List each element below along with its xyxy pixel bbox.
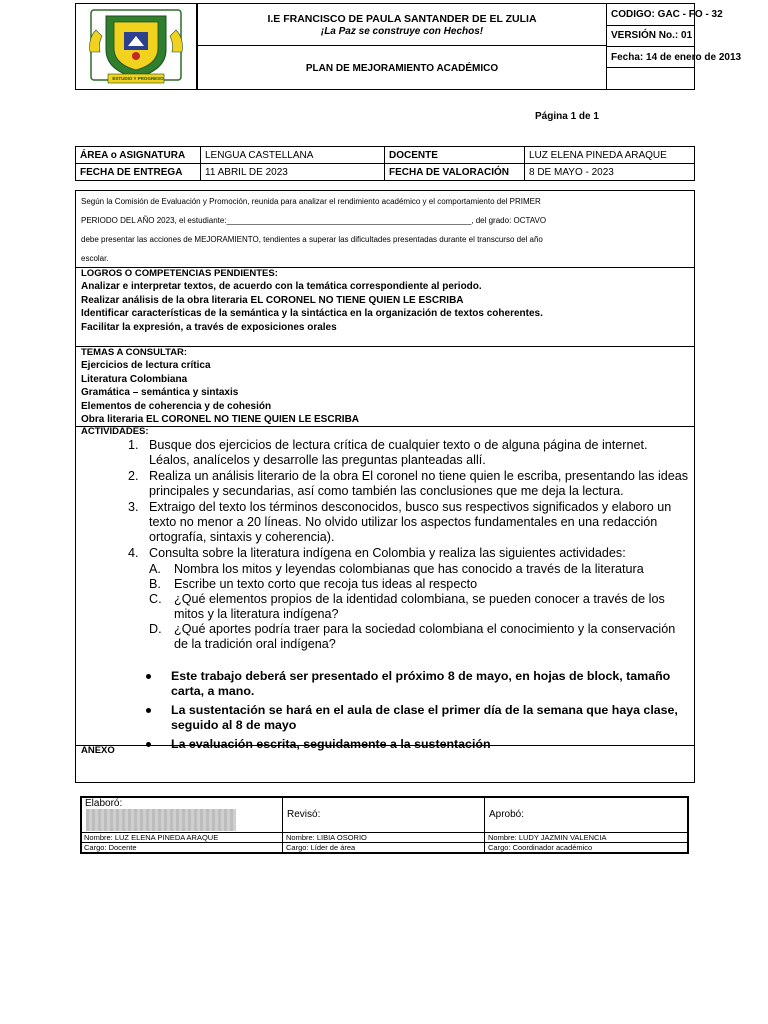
- sub-activity-text-line: ¿Qué elementos propios de la identidad colombiana, se pueden conocer a través de los: [174, 592, 665, 606]
- info-row-1: [76, 147, 695, 164]
- logro-item: Realizar análisis de la obra literaria EL CORONEL NO TIENE QUIEN LE ESCRIBA: [81, 294, 464, 306]
- tema-item: Elementos de coherencia y de cohesión: [81, 400, 272, 412]
- sub-activity-letter: A.: [149, 562, 161, 576]
- nombre-3: Nombre: LUDY JAZMIN VALENCIA: [488, 833, 607, 842]
- activity-item: [76, 500, 694, 545]
- activity-text-line: texto no menor a 20 líneas. No olvido utilizar los aspectos fundamentales en una redacción: [149, 515, 658, 529]
- signature-table: [80, 796, 689, 854]
- school-motto: ¡La Paz se construye con Hechos!: [320, 26, 484, 37]
- reviso-label: Revisó:: [287, 809, 321, 820]
- activity-text-line: principales y secundarias, así como también las conclusiones que me deja la lectura.: [149, 484, 624, 498]
- entrega-label: FECHA DE ENTREGA: [76, 164, 201, 181]
- document-header: [75, 3, 742, 90]
- valoracion-value: 8 DE MAYO - 2023: [525, 164, 695, 181]
- logro-item: Analizar e interpretar textos, de acuerdo con la temática correspondiente al periodo.: [81, 281, 482, 293]
- codigo: CODIGO: GAC - FO - 32: [611, 9, 723, 20]
- version-cell: [606, 25, 694, 47]
- cargo-3: Cargo: Coordinador académico: [488, 843, 593, 852]
- note-text-line: La sustentación se hará en el aula de clase el primer día de la semana que haya clase,: [171, 703, 678, 717]
- cargo-2: Cargo: Líder de área: [286, 843, 356, 852]
- sub-activity-text-line: ¿Qué aportes podría traer para la sociedad colombiana el conocimiento y la conservación: [174, 622, 676, 636]
- logros-section: [76, 267, 694, 347]
- sub-activity-item: [76, 622, 694, 652]
- activity-text-line: ortografía, sintaxis y coherencia).: [149, 530, 335, 544]
- note-text-line: La evaluación escrita, seguidamente a la sustentación: [171, 737, 491, 751]
- fecha: Fecha: 14 de enero de 2013: [611, 52, 742, 63]
- notes-list: [76, 669, 694, 752]
- page-number: Página 1 de 1: [535, 111, 599, 122]
- nombre-1: Nombre: LUZ ELENA PINEDA ARAQUE: [84, 833, 219, 842]
- intro-line-3: debe presentar las acciones de MEJORAMIENTO, tendientes a superar las dificultades presentadas durante el transcurso del año: [81, 235, 543, 244]
- version: VERSIÓN No.: 01: [611, 30, 693, 41]
- activity-number: 1.: [128, 438, 139, 452]
- docente-value: LUZ ELENA PINEDA ARAQUE: [525, 147, 695, 164]
- sub-activity-letter: B.: [149, 577, 161, 591]
- sub-activities-list: [76, 562, 694, 652]
- bullet-dot-icon: [146, 674, 151, 679]
- note-text-line: seguido al 8 de mayo: [171, 718, 297, 732]
- area-label: ÁREA o ASIGNATURA: [76, 147, 201, 164]
- intro-line-4: escolar.: [81, 254, 109, 263]
- intro-line-1: Según la Comisión de Evaluación y Promoción, reunida para analizar el rendimiento académico y el comportamiento del PRIMER: [81, 197, 541, 206]
- valoracion-label: FECHA DE VALORACIÓN: [385, 164, 525, 181]
- intro-section: [76, 191, 694, 268]
- body-block: [75, 190, 695, 783]
- redacted-signature: [86, 809, 236, 831]
- info-table: [75, 146, 695, 181]
- activity-number: 2.: [128, 469, 139, 483]
- activity-text-line: Léalos, analícelos y desarrolle las preguntas planteadas allí.: [149, 453, 486, 467]
- activity-item: [76, 469, 694, 499]
- codigo-cell: [606, 4, 723, 26]
- tema-item: Obra literaria EL CORONEL NO TIENE QUIEN LE ESCRIBA: [81, 414, 360, 426]
- aprobo-label: Aprobó:: [489, 809, 525, 820]
- info-row-2: [76, 164, 695, 181]
- note-text-line: carta, a mano.: [171, 684, 255, 698]
- tema-item: Literatura Colombiana: [81, 373, 188, 385]
- anexo-title: ANEXO: [81, 745, 115, 756]
- anexo-section: [76, 745, 694, 782]
- sub-activity-text-line: mitos y la literatura indígena?: [174, 607, 339, 621]
- temas-section: [76, 346, 694, 427]
- sub-activity-item: [76, 562, 694, 577]
- tema-item: Gramática – semántica y sintaxis: [81, 387, 239, 399]
- elaboro-label: Elaboró:: [85, 798, 123, 809]
- doc-title: PLAN DE MEJORAMIENTO ACADÉMICO: [305, 63, 499, 74]
- sub-activity-text-line: Escribe un texto corto que recoja tus ideas al respecto: [174, 577, 478, 591]
- fecha-cell: [606, 46, 742, 68]
- school-crest-icon: [86, 8, 186, 86]
- sub-activity-letter: C.: [149, 592, 162, 606]
- intro-line-2: PERIODO DEL AÑO 2023, el estudiante:_______________________________________________________, del grado: OCTAVO: [81, 216, 547, 225]
- note-bullet-item: [76, 703, 694, 733]
- logo-motto: ESTUDIO Y PROGRESO: [112, 76, 164, 81]
- activity-text-line: Realiza un análisis literario de la obra El coronel no tiene quien le escriba, presentando las ideas: [149, 469, 689, 483]
- activity-text-line: Extraigo del texto los términos desconocidos, busco sus respectivos significados y elaboro un: [149, 500, 672, 514]
- actividades-title: ACTIVIDADES:: [81, 426, 149, 437]
- area-value: LENGUA CASTELLANA: [201, 147, 385, 164]
- signature-cargo-row: [81, 842, 688, 853]
- activity-item: [76, 438, 694, 468]
- note-bullet-item: [76, 669, 694, 699]
- sub-activity-item: [76, 592, 694, 622]
- temas-title: TEMAS A CONSULTAR:: [81, 347, 188, 358]
- bullet-dot-icon: [146, 708, 151, 713]
- sub-activity-text-line: de la tradición oral indígena?: [174, 637, 336, 651]
- logo-cell: [76, 4, 197, 89]
- activity-text-line: Consulta sobre la literatura indígena en Colombia y realiza las siguientes actividades:: [149, 546, 626, 560]
- tema-item: Ejercicios de lectura crítica: [81, 360, 211, 372]
- logro-item: Identificar características de la semántica y la sintáctica en la organización de textos coherentes.: [81, 308, 543, 320]
- title-cell: [197, 4, 607, 46]
- sub-activity-item: [76, 577, 694, 592]
- activity-number: 4.: [128, 546, 139, 560]
- sub-activity-letter: D.: [149, 622, 162, 636]
- school-name: I.E FRANCISCO DE PAULA SANTANDER DE EL ZULIA: [267, 13, 537, 25]
- cargo-1: Cargo: Docente: [84, 843, 137, 852]
- doc-title-cell: [197, 45, 607, 89]
- activity-number: 3.: [128, 500, 139, 514]
- nombre-2: Nombre: LIBIA OSORIO: [286, 833, 367, 842]
- actividades-list: [76, 438, 694, 561]
- note-text-line: Este trabajo deberá ser presentado el próximo 8 de mayo, en hojas de block, tamaño: [171, 669, 671, 683]
- logros-title: LOGROS O COMPETENCIAS PENDIENTES:: [81, 268, 278, 279]
- docente-label: DOCENTE: [385, 147, 525, 164]
- logro-item: Facilitar la expresión, a través de exposiciones orales: [81, 321, 337, 333]
- entrega-value: 11 ABRIL DE 2023: [201, 164, 385, 181]
- activity-text-line: Busque dos ejercicios de lectura crítica de cualquier texto o de alguna página de internet.: [149, 438, 648, 452]
- activity-item: [76, 546, 694, 561]
- sub-activity-text-line: Nombra los mitos y leyendas colombianas que has conocido a través de la literatura: [174, 562, 644, 576]
